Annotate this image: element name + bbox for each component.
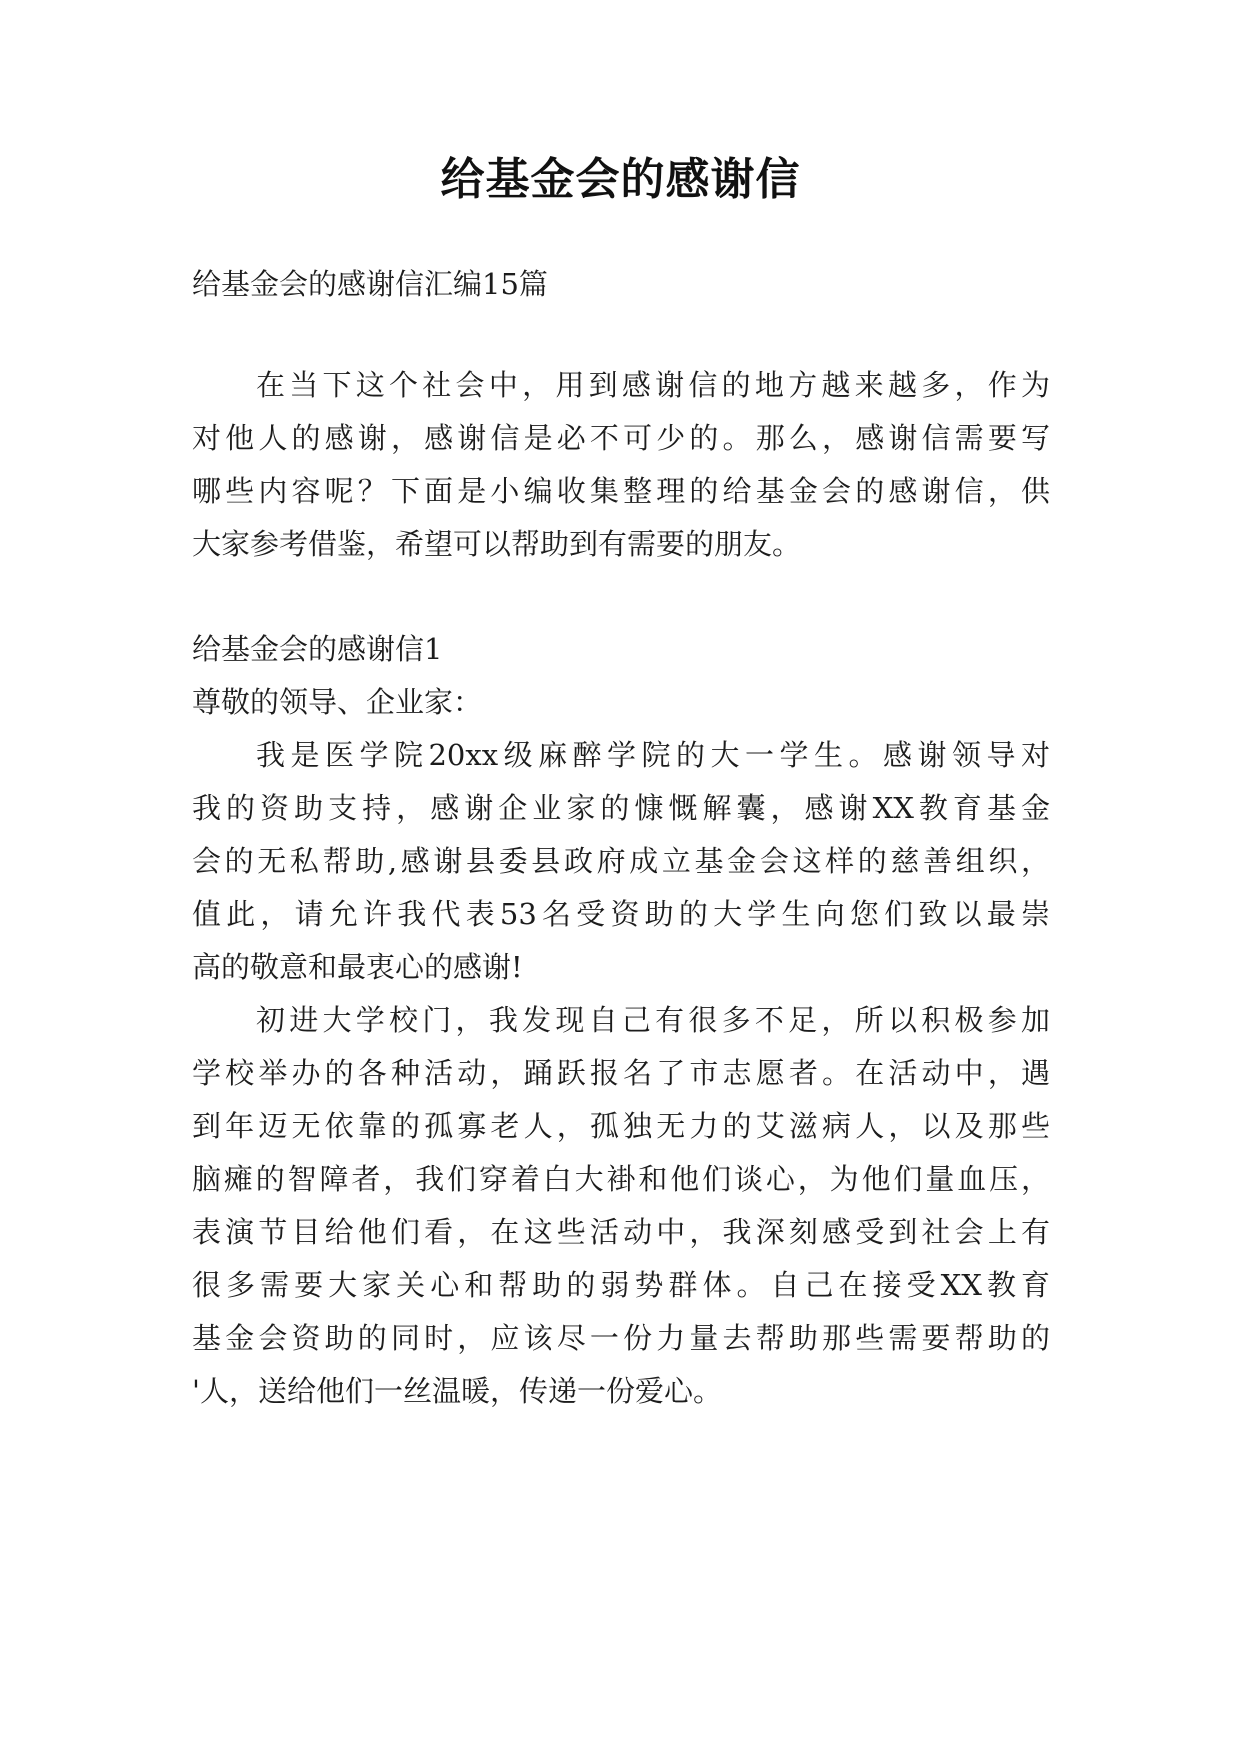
paragraph2-line-2: 学校举办的各种活动，踊跃报名了市志愿者。在活动中，遇 — [192, 1056, 1050, 1090]
paragraph2-line-8: '人，送给他们一丝温暖，传递一份爱心。 — [192, 1374, 722, 1408]
paragraph2-line-6: 很多需要大家关心和帮助的弱势群体。自己在接受XX教育 — [192, 1268, 1050, 1302]
intro-line-1: 在当下这个社会中，用到感谢信的地方越来越多，作为 — [256, 368, 1050, 402]
intro-line-2: 对他人的感谢，感谢信是必不可少的。那么，感谢信需要写 — [192, 421, 1050, 455]
document-title: 给基金会的感谢信 — [440, 154, 801, 205]
paragraph2-line-5: 表演节目给他们看，在这些活动中，我深刻感受到社会上有 — [192, 1215, 1050, 1249]
paragraph2-line-1: 初进大学校门，我发现自己有很多不足，所以积极参加 — [256, 1003, 1050, 1037]
paragraph2-line-3: 到年迈无依靠的孤寡老人，孤独无力的艾滋病人，以及那些 — [192, 1109, 1050, 1143]
paragraph1-line-2: 我的资助支持，感谢企业家的慷慨解囊，感谢XX教育基金 — [192, 791, 1050, 825]
paragraph1-line-4: 值此，请允许我代表53名受资助的大学生向您们致以最崇 — [192, 897, 1050, 931]
intro-line-3: 哪些内容呢？下面是小编收集整理的给基金会的感谢信，供 — [192, 474, 1050, 508]
paragraph2-line-7: 基金会资助的同时，应该尽一份力量去帮助那些需要帮助的 — [192, 1321, 1050, 1355]
paragraph1-line-5: 高的敬意和最衷心的感谢! — [192, 950, 523, 984]
paragraph1-line-1: 我是医学院20xx级麻醉学院的大一学生。感谢领导对 — [256, 738, 1050, 772]
paragraph2-line-4: 脑瘫的智障者，我们穿着白大褂和他们谈心，为他们量血压， — [192, 1162, 1050, 1196]
document-subtitle: 给基金会的感谢信汇编15篇 — [192, 267, 548, 301]
paragraph1-line-3: 会的无私帮助,感谢县委县政府成立基金会这样的慈善组织， — [192, 844, 1050, 878]
letter-heading: 给基金会的感谢信1 — [192, 632, 443, 666]
intro-line-4: 大家参考借鉴，希望可以帮助到有需要的朋友。 — [192, 527, 802, 561]
letter-salutation: 尊敬的领导、企业家： — [192, 685, 483, 719]
